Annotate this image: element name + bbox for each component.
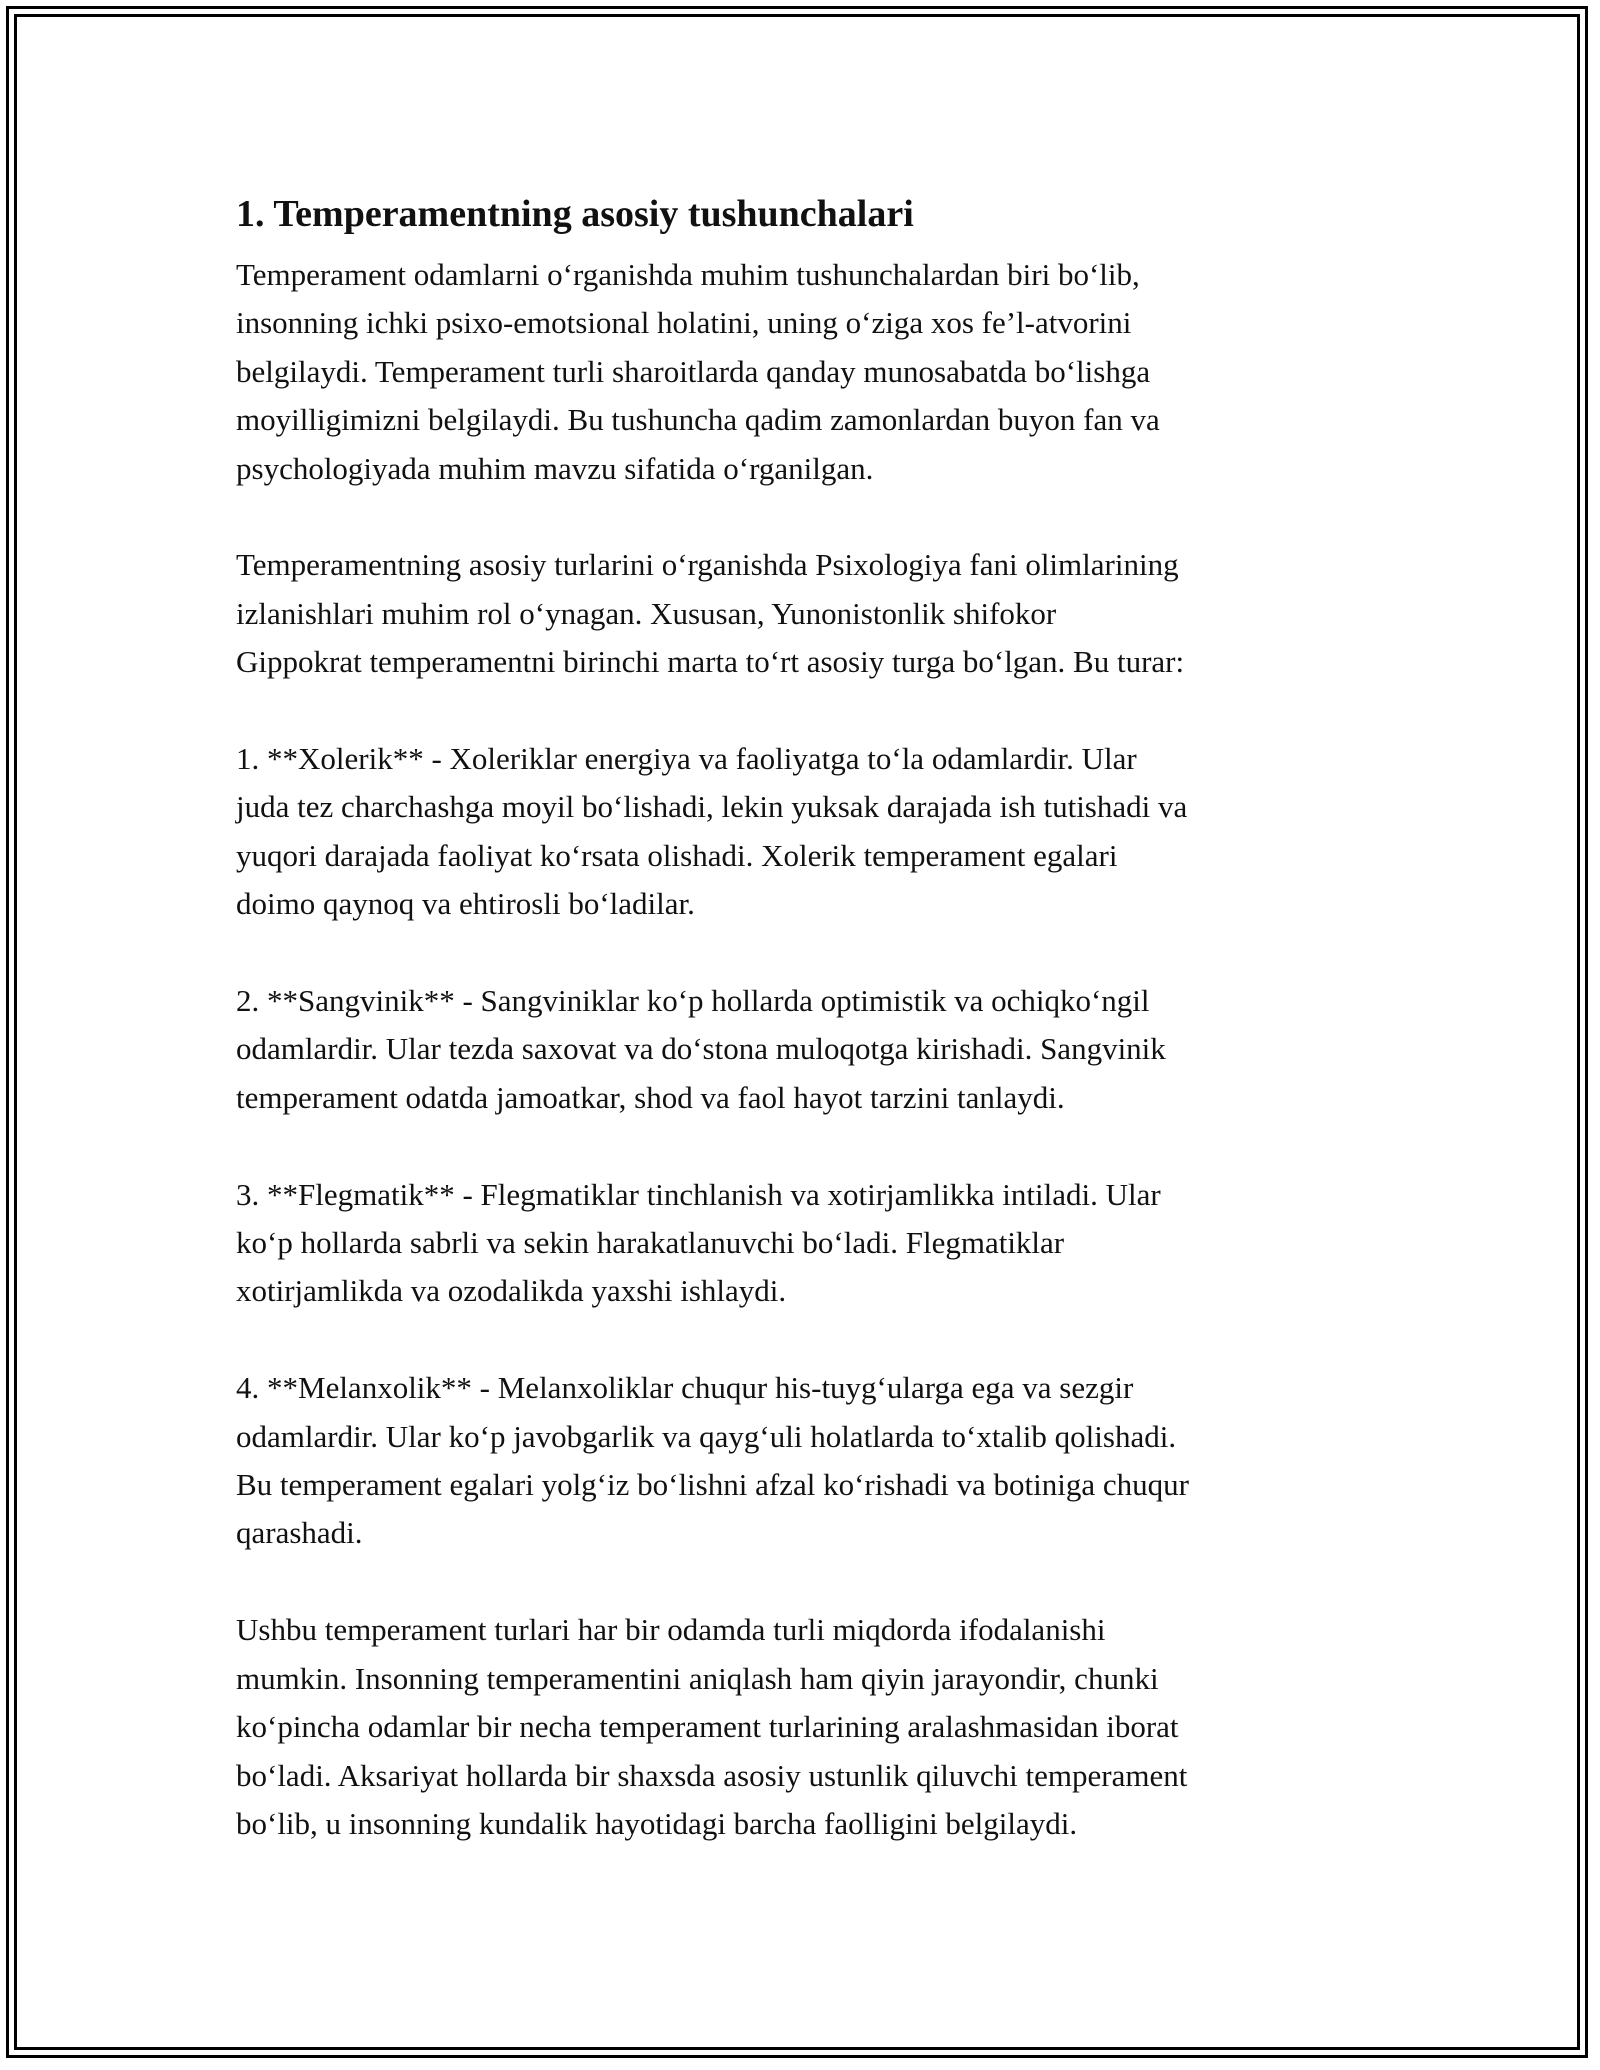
paragraph-intro: Temperament odamlarni o‘rganishda muhim tushunchalardan biri bo‘lib, insonning ichki psixo-emotsional holatini, uning o‘ziga xos fe’l-atvorini belgilaydi. Temperament turli sharoitlarda qanday munosabatda bo‘lishga moyilligimizni belgilaydi. Bu tushuncha qadim zamonlardan buyon fan va psychologiyada muhim mavzu sifatida o‘rganilgan.	[236, 257, 1160, 486]
paragraph-xolerik: 1. **Xolerik** - Xoleriklar energiya va faoliyatga to‘la odamlardir. Ular juda tez charchashga moyil bo‘lishadi, lekin yuksak darajada ish tutishadi va yuqori darajada faoliyat ko‘rsata olishadi. Xolerik temperament egalari doimo qaynoq va ehtirosli bo‘ladilar.	[236, 741, 1188, 922]
paragraph-flegmatik: 3. **Flegmatik** - Flegmatiklar tinchlanish va xotirjamlikka intiladi. Ular ko‘p hollarda sabrli va sekin harakatlanuvchi bo‘ladi. Flegmatiklar xotirjamlikda va ozodalikda yaxshi ishlaydi.	[236, 1176, 1161, 1309]
paragraph-sangvinik: 2. **Sangvinik** - Sangviniklar ko‘p hollarda optimistik va ochiqko‘ngil odamlardir. Ular tezda saxovat va do‘stona muloqotga kirishadi. Sangvinik temperament odatda jamoatkar, shod va faol hayot tarzini tanlaydi.	[236, 983, 1166, 1115]
section-heading: 1. Temperamentning asosiy tushunchalari	[236, 193, 914, 235]
paragraph-conclusion: Ushbu temperament turlari har bir odamda turli miqdorda ifodalanishi mumkin. Insonning temperamentini aniqlash ham qiyin jarayondir, chunki ko‘pincha odamlar bir necha temperament turlarining aralashmasidan iborat bo‘ladi. Aksariyat hollarda bir shaxsda asosiy ustunlik qiluvchi temperament bo‘lib, u insonning kundalik hayotidagi barcha faolligini belgilaydi.	[236, 1612, 1188, 1841]
document-body	[236, 185, 1376, 1848]
paragraph-types-intro: Temperamentning asosiy turlarini o‘rganishda Psixologiya fani olimlarining izlanishlari muhim rol o‘ynagan. Xususan, Yunonistonlik shifokor Gippokrat temperamentni birinchi marta to‘rt asosiy turga bo‘lgan. Bu turar:	[236, 547, 1185, 680]
paragraph-melanxolik: 4. **Melanxolik** - Melanxoliklar chuqur his-tuyg‘ularga ega va sezgir odamlardir. Ular ko‘p javobgarlik va qayg‘uli holatlarda to‘xtalib qolishadi. Bu temperament egalari yolg‘iz bo‘lishni afzal ko‘rishadi va botiniga chuqur qarashadi.	[236, 1370, 1189, 1551]
